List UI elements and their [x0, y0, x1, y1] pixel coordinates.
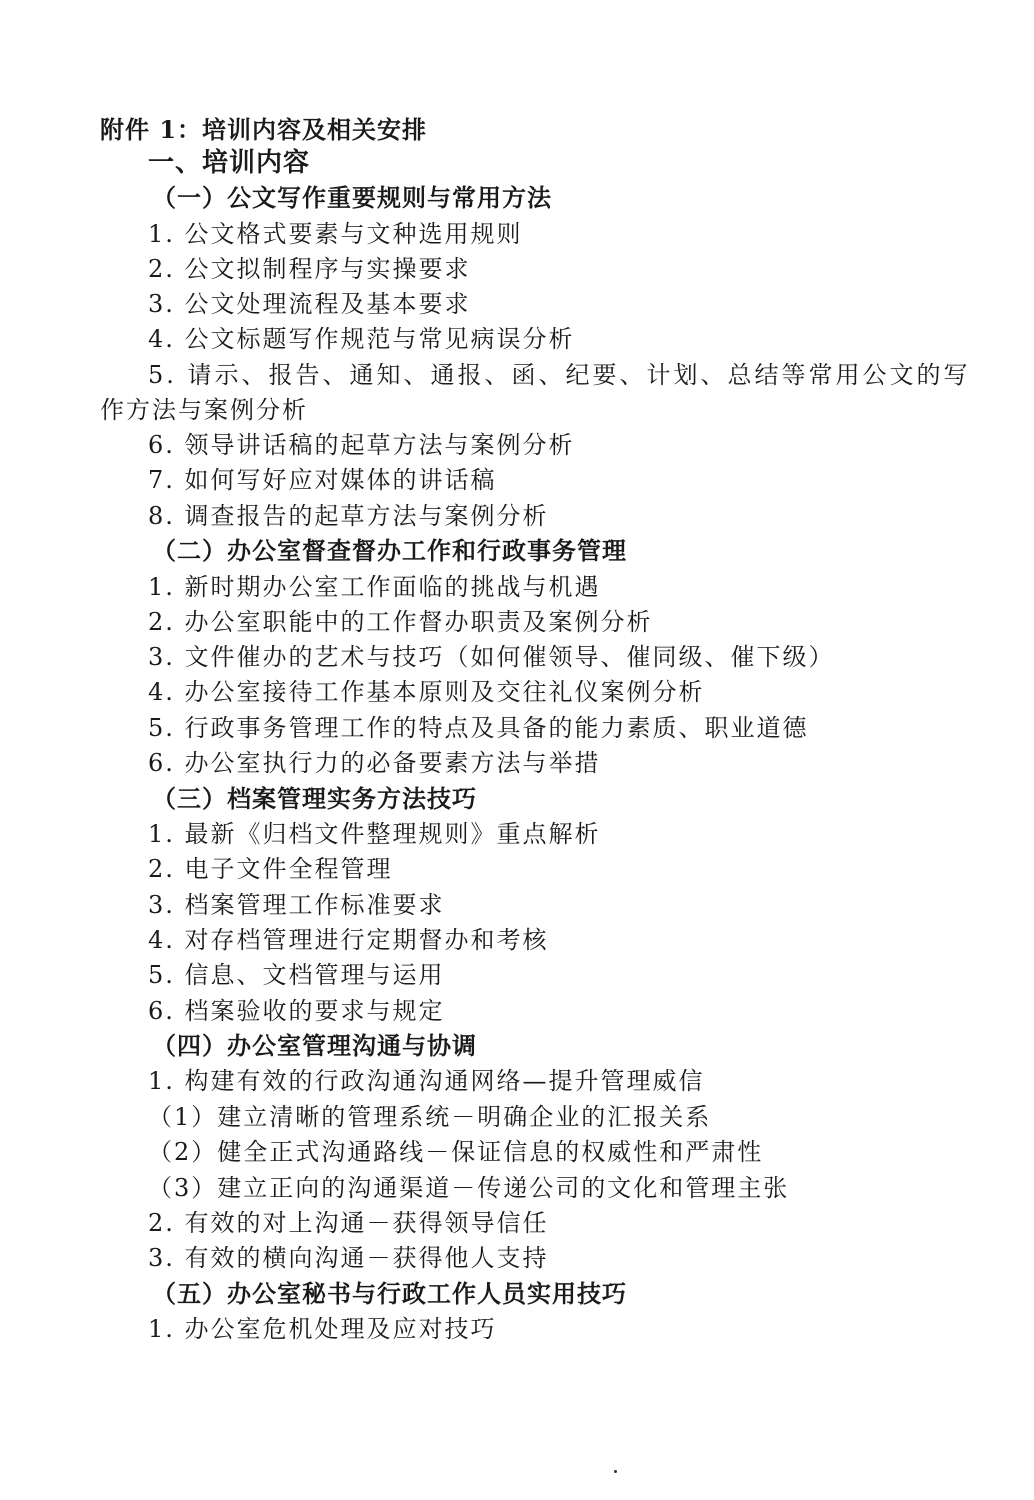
list-item: 6. 办公室执行力的必备要素方法与举措: [148, 749, 601, 777]
list-item: 2. 办公室职能中的工作督办职责及案例分析: [148, 608, 653, 636]
group-heading-1: （一）公文写作重要规则与常用方法: [152, 183, 552, 212]
list-item: 3. 档案管理工作标准要求: [148, 891, 445, 919]
list-sub-item: （3）建立正向的沟通渠道－传递公司的文化和管理主张: [148, 1174, 790, 1202]
list-item: 8. 调查报告的起草方法与案例分析: [148, 502, 549, 530]
scan-speck: [614, 1470, 617, 1473]
list-item: 5. 信息、文档管理与运用: [148, 961, 445, 989]
list-item: 5. 行政事务管理工作的特点及具备的能力素质、职业道德: [148, 714, 809, 742]
list-item: 1. 办公室危机处理及应对技巧: [148, 1315, 497, 1343]
list-item: 4. 公文标题写作规范与常见病误分析: [148, 325, 575, 353]
list-item: 3. 有效的横向沟通－获得他人支持: [148, 1244, 549, 1272]
list-item: 7. 如何写好应对媒体的讲话稿: [148, 466, 497, 494]
list-item: 1. 最新《归档文件整理规则》重点解析: [148, 820, 601, 848]
group-heading-2: （二）办公室督查督办工作和行政事务管理: [152, 536, 627, 565]
group-heading-3: （三）档案管理实务方法技巧: [152, 784, 477, 813]
list-item: 2. 电子文件全程管理: [148, 855, 393, 883]
list-item: 2. 公文拟制程序与实操要求: [148, 255, 471, 283]
list-item: 1. 新时期办公室工作面临的挑战与机遇: [148, 573, 601, 601]
list-item: 6. 档案验收的要求与规定: [148, 997, 445, 1025]
attachment-title: 附件 1：培训内容及相关安排: [100, 115, 428, 144]
list-item: 4. 办公室接待工作基本原则及交往礼仪案例分析: [148, 678, 705, 706]
section-heading: 一、培训内容: [148, 148, 311, 178]
group-heading-5: （五）办公室秘书与行政工作人员实用技巧: [152, 1279, 627, 1308]
list-sub-item: （1）建立清晰的管理系统－明确企业的汇报关系: [148, 1103, 712, 1131]
list-item: 3. 文件催办的艺术与技巧（如何催领导、催同级、催下级）: [148, 643, 835, 671]
list-item: 3. 公文处理流程及基本要求: [148, 290, 471, 318]
list-item: 5. 请示、报告、通知、通报、函、纪要、计划、总结等常用公文的写: [148, 361, 971, 389]
list-item: 2. 有效的对上沟通－获得领导信任: [148, 1209, 549, 1237]
group-heading-4: （四）办公室管理沟通与协调: [152, 1031, 477, 1060]
list-item: 1. 公文格式要素与文种选用规则: [148, 220, 523, 248]
list-item: 6. 领导讲话稿的起草方法与案例分析: [148, 431, 575, 459]
list-item: 1. 构建有效的行政沟通沟通网络—提升管理威信: [148, 1067, 705, 1095]
list-sub-item: （2）健全正式沟通路线－保证信息的权威性和严肃性: [148, 1138, 764, 1166]
list-item-continuation: 作方法与案例分析: [100, 396, 308, 424]
list-item: 4. 对存档管理进行定期督办和考核: [148, 926, 549, 954]
